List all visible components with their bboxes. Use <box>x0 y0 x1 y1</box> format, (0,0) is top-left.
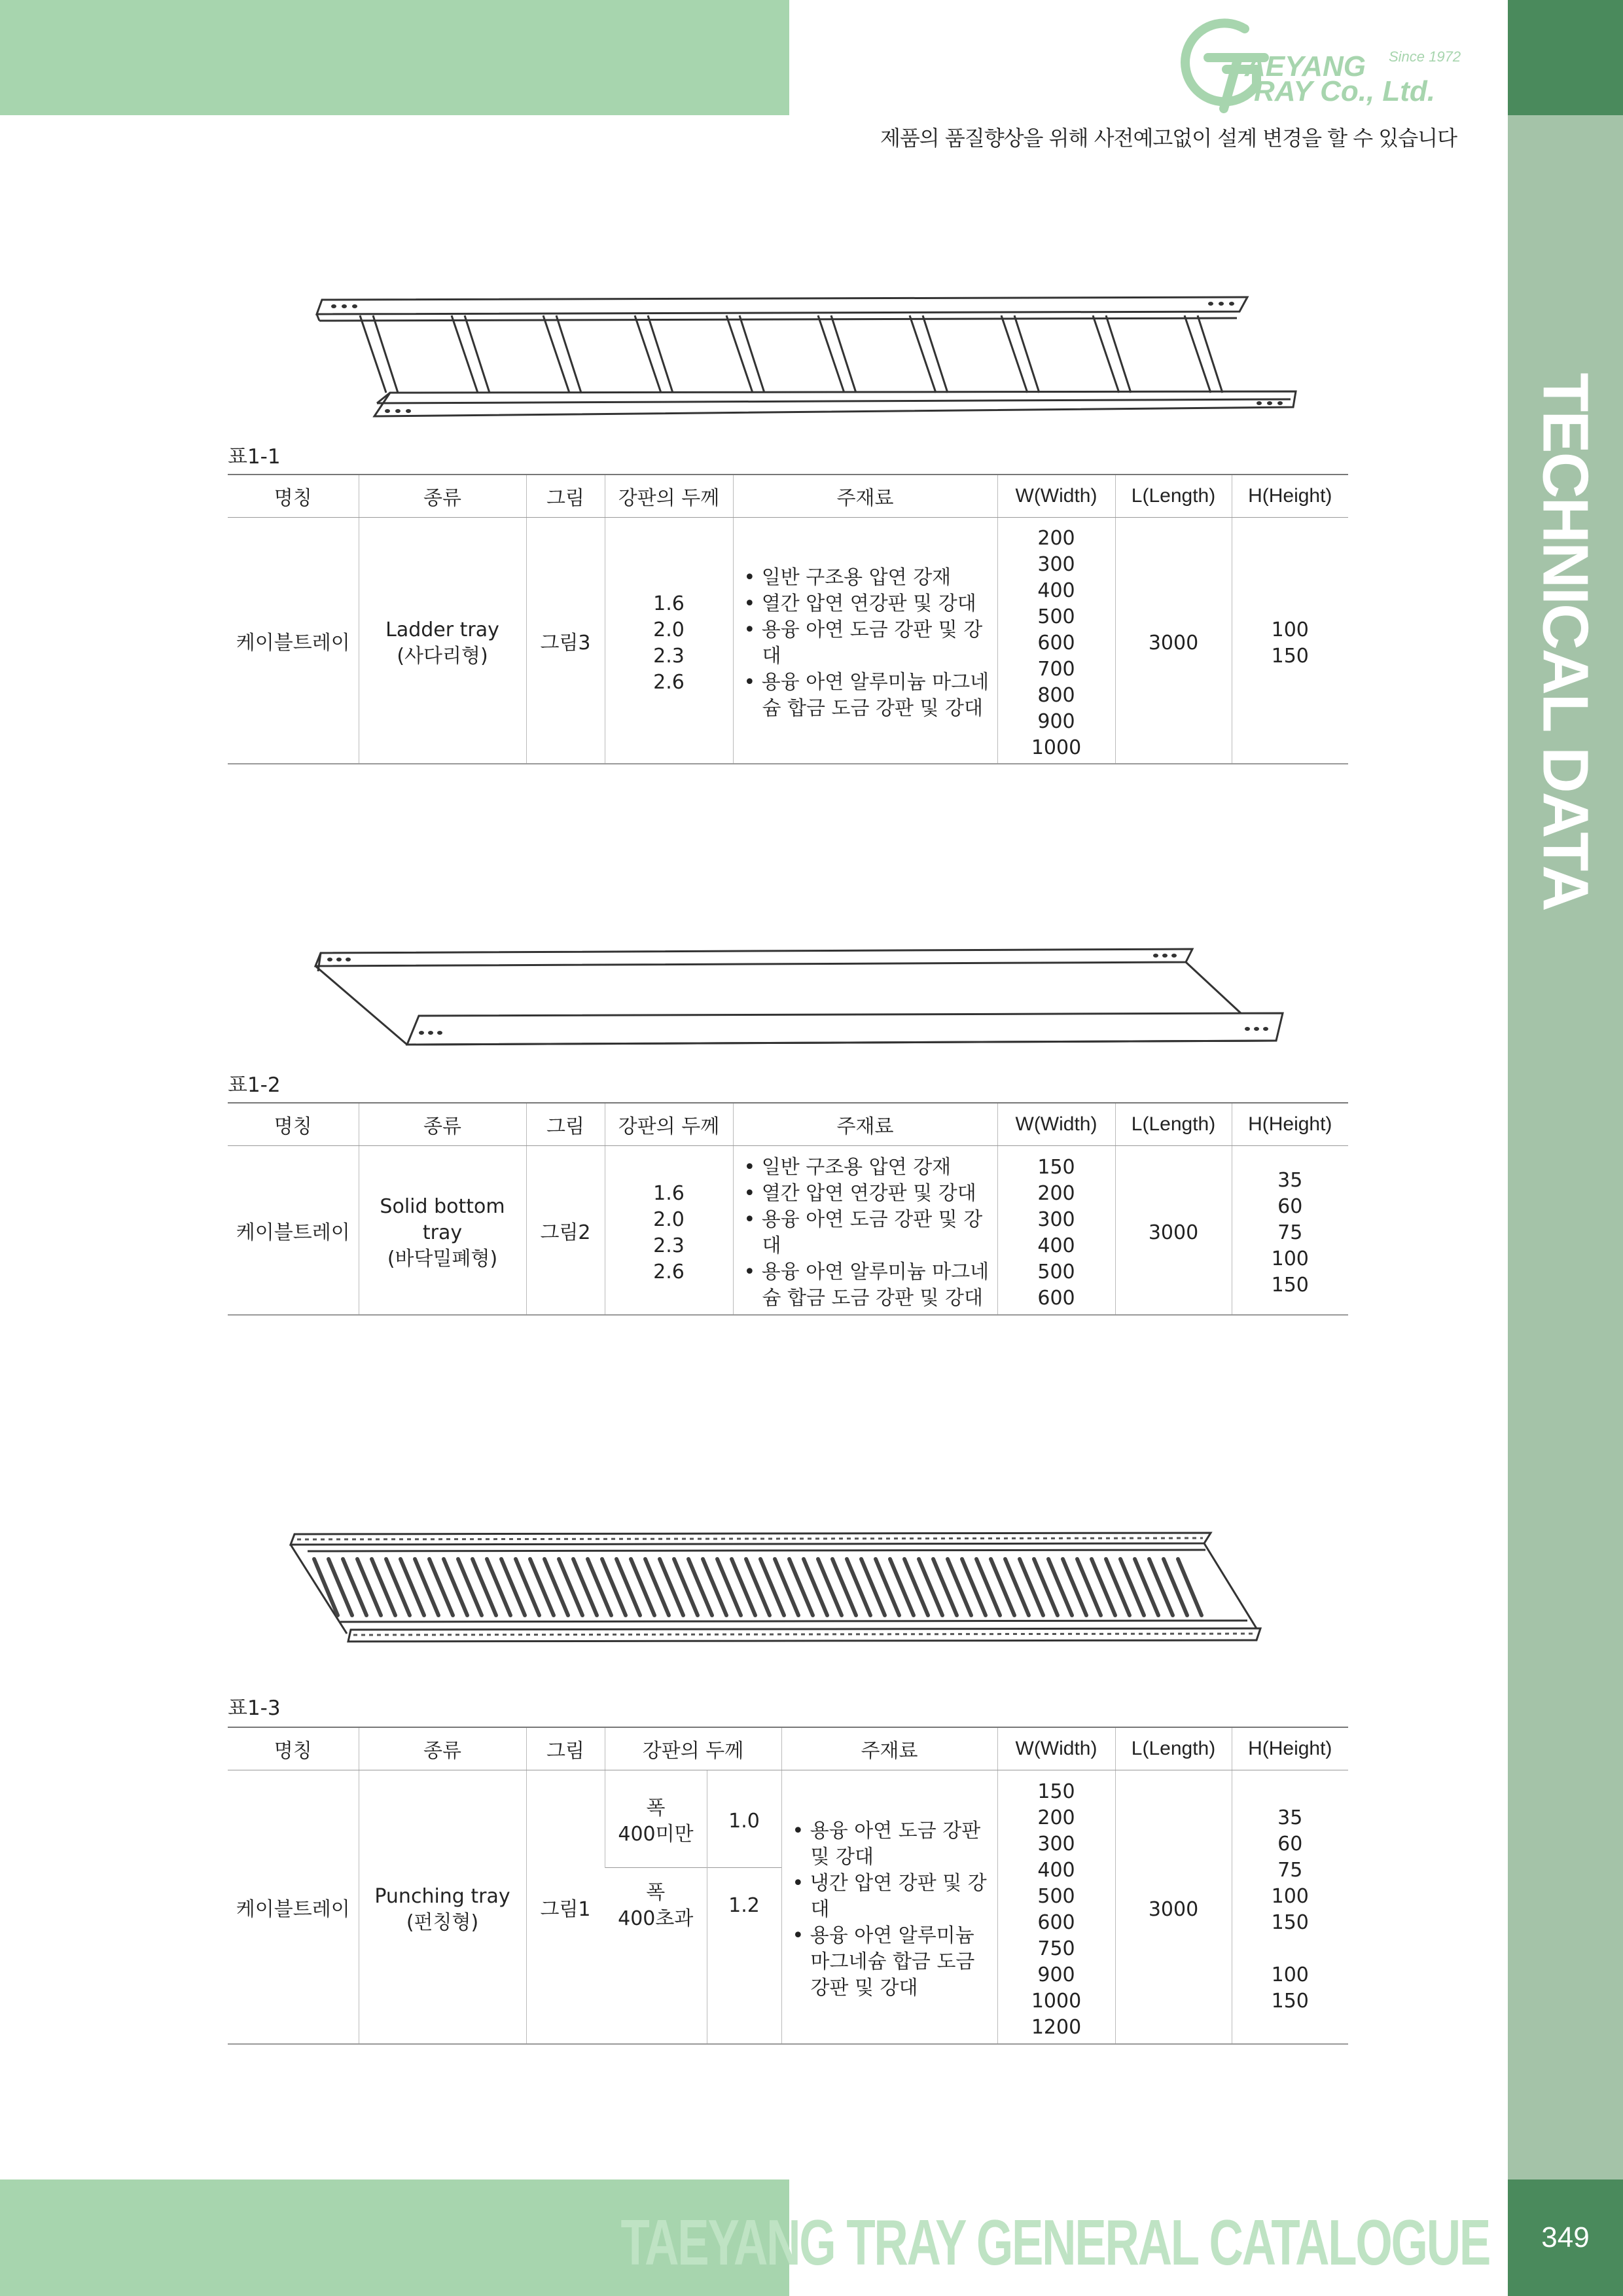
header-name: 명칭 <box>228 1103 359 1146</box>
cell-type <box>359 1151 526 1315</box>
cell-figure: 그림1 <box>526 1776 605 2044</box>
header-type: 종류 <box>359 1103 526 1146</box>
side-top-block <box>1508 0 1623 115</box>
material-item: • 용융 아연 알루미늄 마그네슘 합금 도금 강판 및 강대 <box>792 1924 975 2000</box>
cell-name: 케이블트레이 <box>228 523 359 764</box>
table2 <box>228 1102 1348 1316</box>
header-figure: 그림 <box>526 1727 605 1770</box>
table1 <box>228 474 1348 764</box>
material-item: • 냉간 압연 강판 및 강대 <box>792 1871 987 1921</box>
height-value: 150 <box>1271 1910 1309 1934</box>
thickness-value: 2.6 <box>653 1260 685 1283</box>
header-thickness: 강판의 두께 <box>605 475 733 518</box>
material-item: • 열간 압연 연강판 및 강대 <box>743 1181 976 1205</box>
width-value: 1000 <box>1031 736 1082 759</box>
sub-label: 400미만 <box>618 1822 694 1846</box>
cell-type <box>359 523 526 764</box>
material-item: • 용융 아연 알루미늄 마그네슘 합금 도금 강판 및 강대 <box>743 1260 990 1310</box>
material-item: • 용융 아연 알루미늄 마그네슘 합금 도금 강판 및 강대 <box>743 670 990 720</box>
header-height: H(Height) <box>1232 1103 1348 1146</box>
cell-figure: 그림2 <box>526 1151 605 1315</box>
height-value: 75 <box>1277 1858 1303 1882</box>
header-width: W(Width) <box>997 475 1115 518</box>
material-item: • 용융 아연 도금 강판 및 강대 <box>743 1208 983 1257</box>
width-value: 600 <box>1037 1286 1075 1310</box>
width-value: 700 <box>1037 657 1075 681</box>
width-value: 300 <box>1037 1832 1075 1856</box>
header-length: L(Length) <box>1115 1103 1232 1146</box>
width-value: 500 <box>1037 605 1075 628</box>
width-value: 300 <box>1037 552 1075 576</box>
cell-width-range-over <box>605 1867 707 2044</box>
width-value: 600 <box>1037 1910 1075 1934</box>
width-value: 900 <box>1037 709 1075 733</box>
header-height: H(Height) <box>1232 475 1348 518</box>
height-value: 60 <box>1277 1832 1303 1856</box>
cell-width <box>997 523 1115 764</box>
height-value: 100 <box>1271 1884 1309 1908</box>
width-value: 900 <box>1037 1963 1075 1986</box>
table3-caption: 표1-3 <box>228 1696 281 1720</box>
cell-figure: 그림3 <box>526 523 605 764</box>
logo-since: Since 1972 <box>1389 48 1461 65</box>
height-value: 100 <box>1271 618 1309 641</box>
cell-width <box>997 1151 1115 1315</box>
height-value: 35 <box>1277 1168 1303 1192</box>
cell-height <box>1232 1151 1348 1315</box>
table3 <box>228 1727 1348 2045</box>
type-line: tray <box>422 1221 463 1244</box>
logo-word2: RAY Co., Ltd. <box>1254 75 1436 107</box>
width-value: 1200 <box>1031 2015 1082 2039</box>
type-line: (사다리형) <box>397 644 488 668</box>
ladder-tray-drawing <box>314 288 1309 432</box>
material-item: • 열간 압연 연강판 및 강대 <box>743 592 976 615</box>
table1-caption: 표1-1 <box>228 445 281 469</box>
cell-length: 3000 <box>1115 1776 1232 2044</box>
width-value: 1000 <box>1031 1989 1082 2013</box>
height-value: 100 <box>1271 1963 1309 1986</box>
sub-label: 400초과 <box>618 1907 694 1930</box>
footer-title: TAEYANG TRAY GENERAL CATALOGUE <box>620 2206 1489 2278</box>
thickness-value: 2.3 <box>653 1234 685 1257</box>
sub-label: 폭 <box>646 1796 666 1820</box>
type-line: Solid bottom <box>380 1194 505 1218</box>
cell-length: 3000 <box>1115 1151 1232 1315</box>
width-value: 400 <box>1037 1234 1075 1257</box>
cell-width-range-under <box>605 1776 707 1867</box>
height-value: 150 <box>1271 1273 1309 1297</box>
material-item: • 용융 아연 도금 강판 및 강대 <box>792 1819 981 1869</box>
width-value: 200 <box>1037 526 1075 550</box>
cell-thickness-over: 1.2 <box>707 1867 781 2044</box>
cell-thickness-under: 1.0 <box>707 1776 781 1867</box>
cell-material <box>733 523 997 764</box>
type-line: Punching tray <box>374 1884 510 1908</box>
height-value: 75 <box>1277 1221 1303 1244</box>
cell-name: 케이블트레이 <box>228 1776 359 2044</box>
header-figure: 그림 <box>526 475 605 518</box>
cell-thickness <box>605 523 733 764</box>
height-value: 150 <box>1271 1989 1309 2013</box>
header-width: W(Width) <box>997 1727 1115 1770</box>
width-value: 150 <box>1037 1155 1075 1179</box>
header-thickness: 강판의 두께 <box>605 1103 733 1146</box>
cell-material <box>781 1776 997 2044</box>
thickness-value: 1.6 <box>653 592 685 615</box>
header-figure: 그림 <box>526 1103 605 1146</box>
header-material: 주재료 <box>781 1727 997 1770</box>
thickness-value: 2.0 <box>653 618 685 641</box>
solid-bottom-tray-drawing <box>312 942 1287 1054</box>
cell-material <box>733 1151 997 1315</box>
header-band <box>0 0 789 115</box>
width-value: 800 <box>1037 683 1075 707</box>
notice-text: 제품의 품질향상을 위해 사전예고없이 설계 변경을 할 수 있습니다 <box>880 126 1457 151</box>
side-strip <box>1508 0 1623 2296</box>
header-type: 종류 <box>359 1727 526 1770</box>
cell-width <box>997 1776 1115 2044</box>
width-value: 200 <box>1037 1181 1075 1205</box>
page-number: 349 <box>1541 2221 1590 2253</box>
header-thickness: 강판의 두께 <box>605 1727 781 1770</box>
header-width: W(Width) <box>997 1103 1115 1146</box>
width-value: 750 <box>1037 1937 1075 1960</box>
thickness-value: 1.6 <box>653 1181 685 1205</box>
width-value: 500 <box>1037 1884 1075 1908</box>
material-item: • 용융 아연 도금 강판 및 강대 <box>743 618 983 668</box>
height-value: 150 <box>1271 644 1309 668</box>
company-logo <box>1166 17 1469 115</box>
header-height: H(Height) <box>1232 1727 1348 1770</box>
header-name: 명칭 <box>228 1727 359 1770</box>
cell-type <box>359 1776 526 2044</box>
header-type: 종류 <box>359 475 526 518</box>
cell-name: 케이블트레이 <box>228 1151 359 1315</box>
height-value: 60 <box>1277 1194 1303 1218</box>
width-value: 400 <box>1037 579 1075 602</box>
height-spacer <box>1232 1936 1349 1962</box>
width-value: 200 <box>1037 1806 1075 1829</box>
thickness-value: 2.6 <box>653 670 685 694</box>
side-title: TECHNICAL DATA <box>1529 372 1602 910</box>
width-value: 300 <box>1037 1208 1075 1231</box>
width-value: 600 <box>1037 631 1075 655</box>
punching-tray-drawing <box>288 1525 1270 1649</box>
logo-word1: AEYANG <box>1245 50 1366 82</box>
width-value: 500 <box>1037 1260 1075 1283</box>
cell-height <box>1232 1776 1348 2044</box>
header-length: L(Length) <box>1115 475 1232 518</box>
thickness-value: 2.3 <box>653 644 685 668</box>
cell-height <box>1232 523 1348 764</box>
material-item: • 일반 구조용 압연 강재 <box>743 1155 952 1179</box>
height-value: 100 <box>1271 1247 1309 1270</box>
punch-slots <box>314 1559 1202 1615</box>
header-material: 주재료 <box>733 1103 997 1146</box>
header-length: L(Length) <box>1115 1727 1232 1770</box>
height-value: 35 <box>1277 1806 1303 1829</box>
material-item: • 일반 구조용 압연 강재 <box>743 565 952 589</box>
type-line: (펀칭형) <box>406 1910 479 1934</box>
cell-length: 3000 <box>1115 523 1232 764</box>
width-value: 150 <box>1037 1780 1075 1803</box>
table2-caption: 표1-2 <box>228 1073 281 1097</box>
header-material: 주재료 <box>733 475 997 518</box>
width-value: 400 <box>1037 1858 1075 1882</box>
cell-thickness <box>605 1151 733 1315</box>
type-line: Ladder tray <box>385 618 499 641</box>
header-name: 명칭 <box>228 475 359 518</box>
type-line: (바닥밀폐형) <box>387 1247 498 1270</box>
thickness-value: 2.0 <box>653 1208 685 1231</box>
sub-label: 폭 <box>646 1880 666 1904</box>
